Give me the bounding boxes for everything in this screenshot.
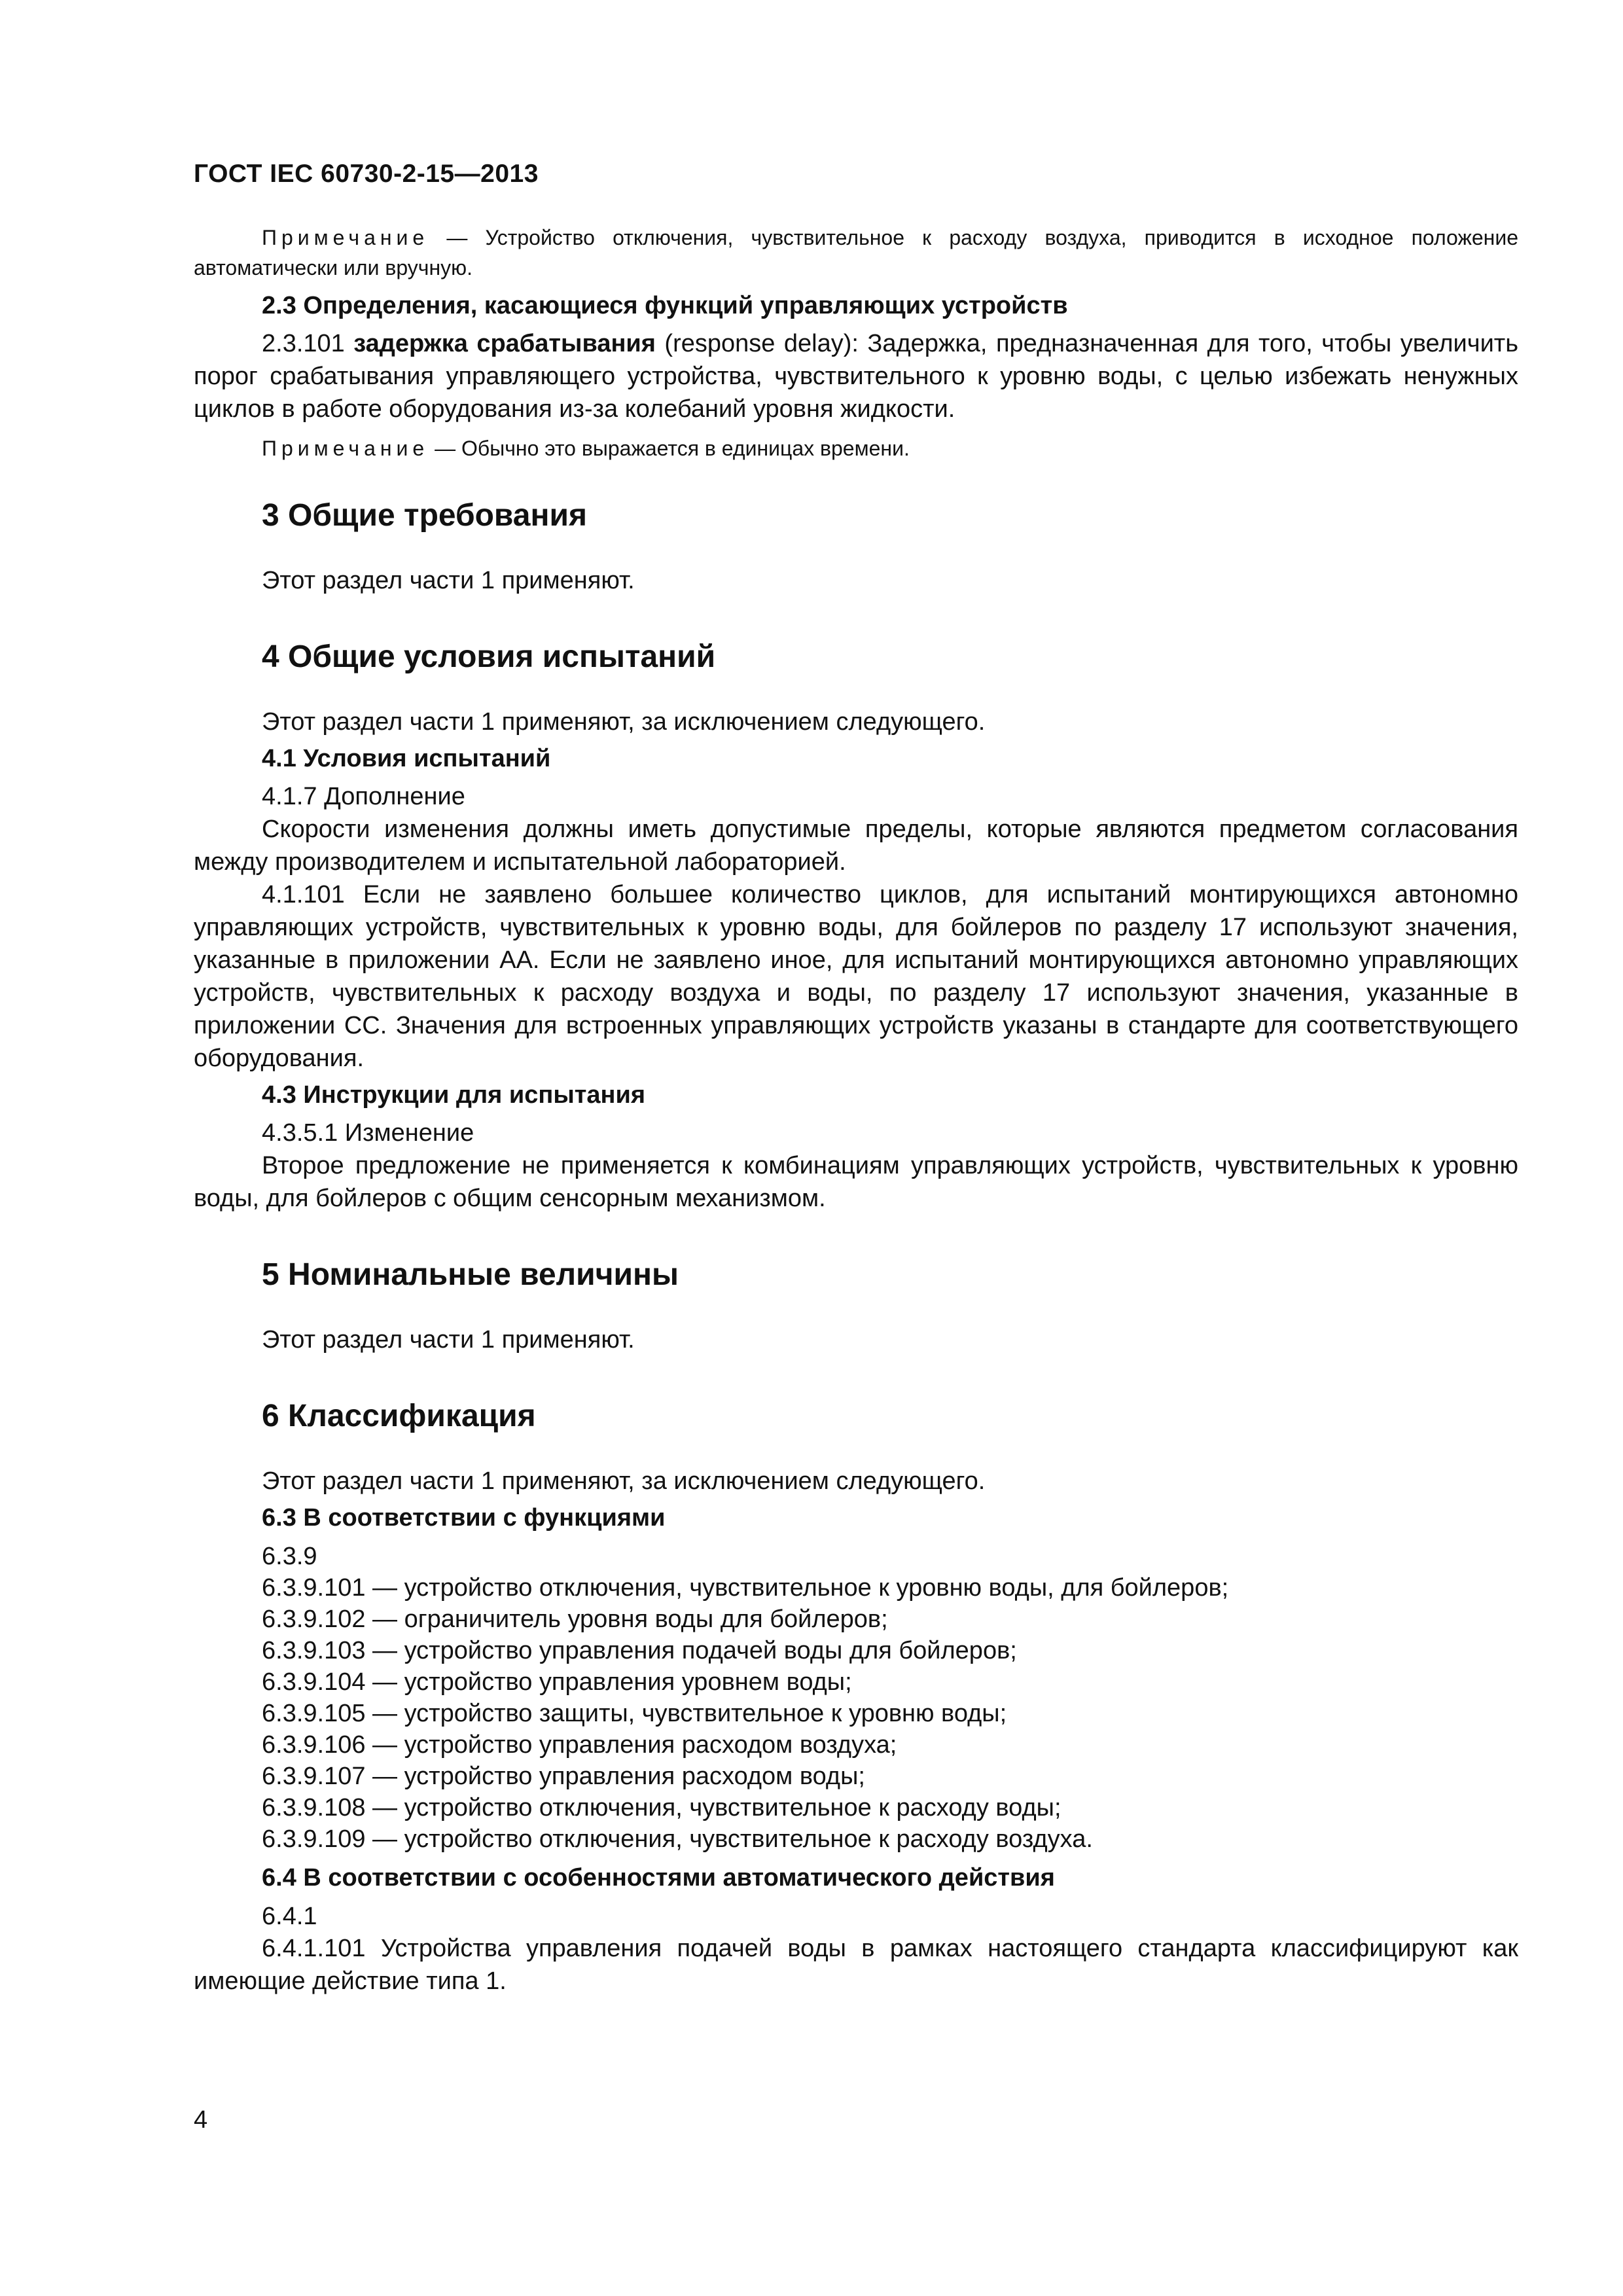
list-item: 6.3.9.106 — устройство управления расходом воздуха; <box>262 1731 897 1759</box>
subsection-heading-4-3: 4.3 Инструкции для испытания <box>262 1081 646 1109</box>
clause-4-3-5-1: 4.3.5.1 Изменение <box>262 1119 474 1147</box>
list-item: 6.3.9.104 — устройство управления уровнем воды; <box>262 1668 852 1696</box>
clause-6-3-9: 6.3.9 <box>262 1543 317 1570</box>
subsection-heading-6-3: 6.3 В соответствии с функциями <box>262 1504 666 1532</box>
section-heading-5: 5 Номинальные величины <box>262 1257 679 1292</box>
section-heading-4: 4 Общие условия испытаний <box>262 639 716 674</box>
note-label: Примечание <box>262 437 429 460</box>
document-header: ГОСТ IEC 60730-2-15—2013 <box>194 160 539 188</box>
list-item: 6.3.9.107 — устройство управления расходом воды; <box>262 1763 865 1790</box>
note-text: — Устройство отключения, чувствительное к расходу воздуха, приводится в исходное положение автоматически или вручную. <box>194 226 1518 279</box>
subsection-heading-6-4: 6.4 В соответствии с особенностями автоматического действия <box>262 1864 1055 1892</box>
section-6-text: Этот раздел части 1 применяют, за исключением следующего. <box>262 1467 986 1495</box>
note-paragraph <box>194 433 1518 463</box>
section-heading-3: 3 Общие требования <box>262 498 587 533</box>
note-paragraph <box>194 223 1518 283</box>
definition-text: (response delay): Задержка, предназначенная для того, чтобы увеличить порог срабатывания управляющего устройства, чувствительного к уровню воды, с целью избежать ненужных циклов в работе оборудования из-за колебаний уровня жидкости. <box>194 330 1519 423</box>
section-heading-6: 6 Классификация <box>262 1399 536 1433</box>
list-item: 6.3.9.103 — устройство управления подачей воды для бойлеров; <box>262 1637 1017 1664</box>
section-5-text: Этот раздел части 1 применяют. <box>262 1326 635 1354</box>
list-item: 6.3.9.105 — устройство защиты, чувствительное к уровню воды; <box>262 1700 1007 1727</box>
list-item: 6.3.9.109 — устройство отключения, чувствительное к расходу воздуха. <box>262 1825 1093 1853</box>
clause-4-1-7-text: Скорости изменения должны иметь допустимые пределы, которые являются предметом согласования между производителем и испытательной лабораторией. <box>194 816 1518 876</box>
clause-6-4-1-101-text: 6.4.1.101 Устройства управления подачей воды в рамках настоящего стандарта классифицируют как имеющие действие типа 1. <box>194 1935 1518 1995</box>
note-label: Примечание <box>262 226 429 249</box>
list-item: 6.3.9.108 — устройство отключения, чувствительное к расходу воды; <box>262 1794 1061 1821</box>
clause-4-1-101-text: 4.1.101 Если не заявлено большее количество циклов, для испытаний монтирующихся автономно управляющих устройств, чувствительных к уровню воды, для бойлеров по разделу 17 используют значения, указанные в приложении АА. Если не заявлено иное, для испытаний монтирующихся автономно управляющих устройств, чувствительных к расходу воздуха и воды, по разделу 17 используют значения, указанные в приложении СС. Значения для встроенных управляющих устройств указаны в стандарте для соответствующего оборудования. <box>194 881 1518 1072</box>
list-item: 6.3.9.102 — ограничитель уровня воды для бойлеров; <box>262 1605 888 1633</box>
clause-4-1-7: 4.1.7 Дополнение <box>262 783 465 810</box>
clause-6-4-1: 6.4.1 <box>262 1903 317 1930</box>
subsection-heading-4-1: 4.1 Условия испытаний <box>262 745 551 772</box>
list-item: 6.3.9.101 — устройство отключения, чувствительное к уровню воды, для бойлеров; <box>262 1574 1229 1602</box>
definition-paragraph <box>194 327 1518 425</box>
note-text: — Обычно это выражается в единицах времени. <box>429 437 910 460</box>
section-4-text: Этот раздел части 1 применяют, за исключением следующего. <box>262 708 986 736</box>
definition-term: задержка срабатывания <box>353 330 656 357</box>
clause-4-3-5-1-text: Второе предложение не применяется к комбинациям управляющих устройств, чувствительных к уровню воды, для бойлеров с общим сенсорным механизмом. <box>194 1152 1518 1212</box>
section-3-text: Этот раздел части 1 применяют. <box>262 567 635 594</box>
page-number: 4 <box>194 2106 208 2134</box>
definition-number: 2.3.101 <box>262 330 354 357</box>
document-body <box>194 223 1518 1998</box>
subsection-heading-2-3: 2.3 Определения, касающиеся функций управляющих устройств <box>262 292 1068 319</box>
